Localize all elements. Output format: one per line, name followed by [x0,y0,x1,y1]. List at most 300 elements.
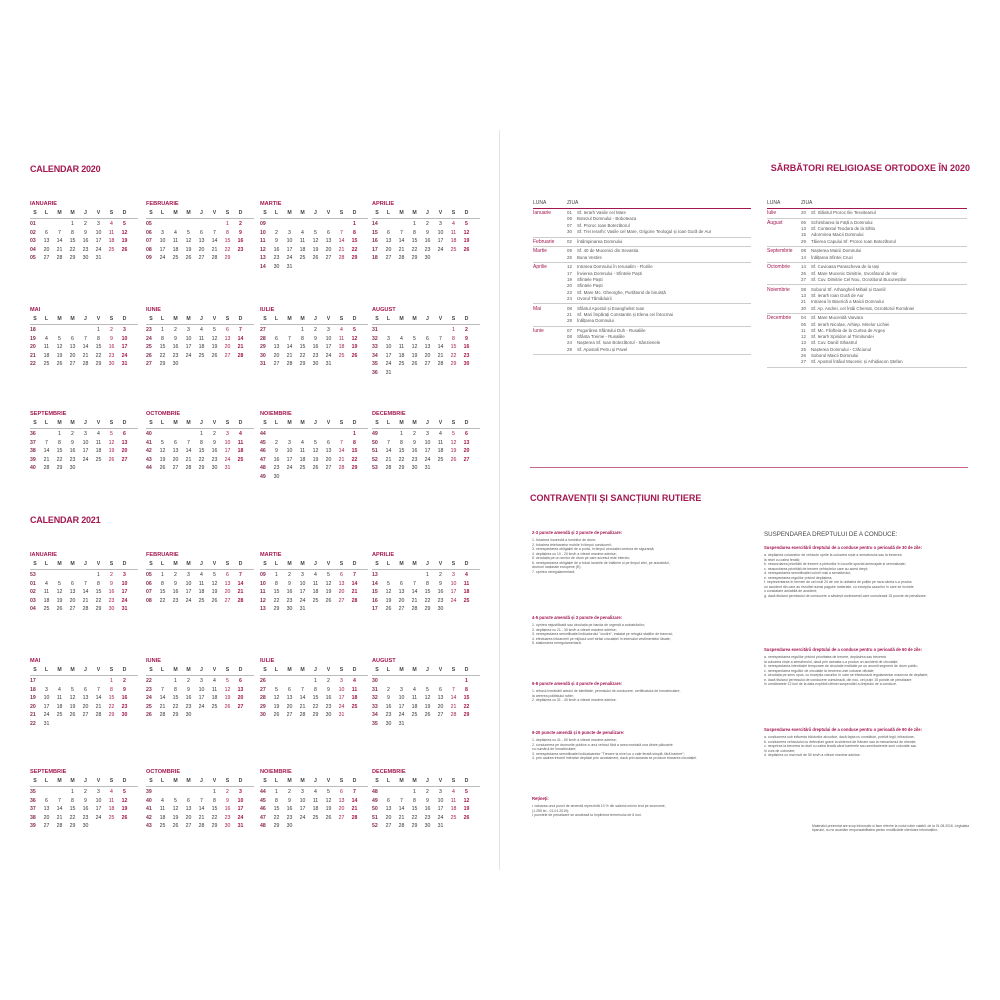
day-cell [309,220,322,229]
day-cell: 16 [411,448,418,455]
week-row [372,686,480,695]
day-cell: 12 [185,238,192,245]
day-cell: 17 [95,806,102,813]
weekday-label: M [399,778,404,784]
holiday-month: August [767,219,783,226]
holiday-day: 11 [801,327,806,333]
day-cell: 12 [385,589,392,596]
month-name: IULIE [260,307,275,313]
week-row [146,246,254,255]
weekday-label: V [326,420,331,426]
day-cell: 15 [108,695,115,702]
day-cell: 18 [95,448,102,455]
week-row [372,703,480,712]
day-cell: 23 [185,703,192,710]
holiday-day: 08 [567,305,572,311]
holiday-name: Nașterea Maicii Domnului [811,248,862,254]
day-cell: 20 [385,246,392,253]
day-cell: 17 [437,238,444,245]
week-number: 29 [260,344,266,351]
holiday-name: Înălțarea Domnului [577,318,614,324]
suspendare-item: d. circulația pe sens opus, cu excepția cazurilor în care se efectuează regulamentar manevra de depășire; [764,673,929,677]
day-cell: 16 [82,238,89,245]
day-cell: 4 [452,220,455,227]
contraventie-item: 2. conducerea pe drumurile publice a unui vehicul fără a avea montată una dintre plăcuțele [532,742,673,747]
holiday-day: 17 [567,270,572,276]
weekday-label: M [300,316,305,322]
day-cell: 1 [58,430,61,437]
day-cell: 28 [43,465,50,472]
weekday-header-row [372,777,480,787]
contraventie-item: 3. nerespectarea obligației de a purta, în timpul circulației centura de siguranță; [532,547,655,551]
day-cell: 1 [400,430,403,437]
week-number: 21 [30,712,36,719]
day-cell: 28 [351,597,358,604]
month-block [146,306,254,369]
day-cell: 23 [108,352,115,359]
day-cell: 1 [71,788,74,795]
day-cell: 18 [351,695,358,702]
day-cell: 30 [424,255,431,262]
day-cell: 10 [338,686,345,693]
week-number: 28 [260,335,266,342]
day-cell: 26 [108,456,115,463]
week-row [260,805,368,814]
holiday-events [801,210,967,216]
weekday-label: S [451,420,456,426]
weekday-label: M [300,667,305,673]
day-cell: 2 [288,788,291,795]
weekday-label: M [57,778,62,784]
month-name: OCTOMBRIE [146,411,181,417]
col-month-header: LUNA [767,200,781,206]
day-cell [156,220,169,229]
day-cell: 4 [45,580,48,587]
day-cell: 13 [325,448,332,455]
weekday-label: M [399,420,404,426]
weekday-label: M [57,667,62,673]
day-cell: 6 [174,439,177,446]
weekday-header-row [30,315,138,325]
month-name: MARTIE [260,552,282,558]
day-cell [322,430,335,439]
holiday-name: Sfintele Paști [577,276,603,282]
day-cell: 4 [439,430,442,437]
weekday-label: S [149,210,153,216]
day-cell: 30 [286,823,293,830]
weekday-label: M [57,316,62,322]
weekday-label: L [160,316,165,322]
day-cell: 3 [452,571,455,578]
weekday-label: S [451,561,456,567]
holiday-name: Sf. Ierarh Vasile cel Mare [577,210,626,216]
day-cell: 12 [463,797,470,804]
weekday-label: L [386,316,391,322]
holiday-event [801,255,967,261]
week-row [30,352,138,361]
day-cell: 6 [465,430,468,437]
week-row [30,430,138,439]
day-cell: 28 [450,712,457,719]
weekday-label: D [464,667,469,673]
day-cell: 17 [43,703,50,710]
week-number: 48 [260,465,266,472]
weekday-header-row [260,666,368,676]
day-cell: 28 [237,597,244,604]
day-cell: 17 [224,448,231,455]
day-cell: 27 [121,456,128,463]
day-cell: 25 [351,703,358,710]
day-cell: 17 [450,589,457,596]
day-cell: 16 [325,695,332,702]
day-cell: 5 [327,788,330,795]
day-cell: 29 [172,712,179,719]
day-cell: 11 [198,335,205,342]
holiday-name: Sfântul Apostol și Evanghelist Ioan [577,305,645,311]
day-cell: 27 [463,456,470,463]
day-cell: 3 [123,571,126,578]
day-cell: 3 [239,788,242,795]
week-number: 18 [30,686,36,693]
day-cell: 10 [398,695,405,702]
day-cell: 11 [211,686,218,693]
day-cell: 21 [43,456,50,463]
day-cell [66,326,79,335]
day-cell: 1 [110,677,113,684]
day-cell: 28 [437,361,444,368]
day-cell: 26 [159,465,166,472]
week-row [260,343,368,352]
holiday-day: 26 [801,353,806,358]
weekday-label: M [173,778,178,784]
day-cell [66,677,79,686]
holiday-month: Mai [533,305,542,312]
month-block [372,551,480,614]
contraventie-heading: 2-3 puncte amendă și 2 puncte de penalizare: [532,530,623,535]
day-cell [283,677,296,686]
week-row [372,788,480,797]
week-number: 26 [146,352,152,359]
holiday-events [567,248,751,261]
day-cell: 15 [424,589,431,596]
month-block [372,657,480,729]
day-cell: 26 [450,456,457,463]
week-row [30,343,138,352]
day-cell: 8 [58,439,61,446]
weekday-label: S [375,316,379,322]
day-cell: 4 [213,677,216,684]
day-cell: 7 [200,797,203,804]
day-cell [283,430,296,439]
day-cell: 11 [450,797,457,804]
day-cell: 25 [159,823,166,830]
week-number: 52 [372,456,378,463]
day-cell [169,788,182,797]
holiday-month-group [533,247,751,263]
day-cell: 18 [450,806,457,813]
day-cell: 1 [353,430,356,437]
day-cell: 30 [172,361,179,368]
weekday-label: S [375,420,379,426]
suspendare-item: în următoarele 12 luni de la data expirării ultimei suspendări a dreptului de a conduce. [764,682,897,686]
day-cell: 13 [273,344,280,351]
day-cell: 26 [325,814,332,821]
suspendare-item: c. neoprirea la trecerea la nivel cu calea ferată când barierele sau semibarierele sunt coborâte sau [764,744,917,748]
day-cell: 25 [43,361,50,368]
week-row [372,369,480,378]
day-cell [309,263,322,272]
day-cell: 14 [237,580,244,587]
day-cell [460,369,473,378]
day-cell [460,822,473,831]
month-name: MAI [30,658,41,664]
day-cell: 8 [353,439,356,446]
day-cell: 15 [211,806,218,813]
week-row [30,703,138,712]
day-cell: 6 [84,686,87,693]
week-row [260,246,368,255]
day-cell: 3 [426,430,429,437]
weekday-label: S [339,561,344,567]
day-cell: 26 [411,361,418,368]
day-cell: 6 [340,788,343,795]
day-cell: 15 [172,695,179,702]
day-cell: 3 [301,788,304,795]
day-cell [421,677,434,686]
page-fold [499,130,500,870]
weekday-label: S [149,667,153,673]
week-row [146,822,254,831]
day-cell: 27 [424,361,431,368]
weekday-header-row [372,419,480,429]
day-cell: 16 [224,806,231,813]
weekday-label: J [200,316,203,322]
day-cell: 12 [211,580,218,587]
week-number: 35 [30,788,36,795]
week-row [146,677,254,686]
day-cell: 11 [437,439,444,446]
day-cell: 1 [275,571,278,578]
day-cell: 30 [463,361,470,368]
week-number: 33 [372,703,378,710]
day-cell [40,571,53,580]
weekday-label: S [375,561,379,567]
week-row [372,580,480,589]
day-cell: 2 [439,571,442,578]
retineti-item: • valoarea unui punct de amendă reprezintă 10 % din salariul minim brut pe economie, [532,804,666,808]
weekday-label: V [438,210,443,216]
day-cell: 22 [108,703,115,710]
weekday-label: D [464,210,469,216]
day-cell: 7 [301,686,304,693]
day-cell: 15 [450,344,457,351]
day-cell: 14 [56,806,63,813]
day-cell: 13 [286,695,293,702]
day-cell: 26 [463,246,470,253]
month-block [30,657,138,729]
day-cell: 25 [172,255,179,262]
day-cell: 11 [159,806,166,813]
day-cell: 10 [159,238,166,245]
day-cell: 15 [56,448,63,455]
week-number: 30 [260,712,266,719]
day-cell: 4 [314,571,317,578]
day-cell: 20 [325,246,332,253]
day-cell: 19 [450,448,457,455]
holiday-day: 13 [801,340,806,346]
day-cell: 25 [95,456,102,463]
week-row [30,605,138,614]
day-cell: 11 [172,238,179,245]
day-cell: 25 [237,456,244,463]
day-cell: 25 [43,606,50,613]
week-row [146,797,254,806]
day-cell: 23 [325,703,332,710]
day-cell: 23 [82,814,89,821]
day-cell: 20 [69,352,76,359]
week-row [146,360,254,369]
holiday-month-group [767,314,967,368]
contraventie-heading: 4-5 puncte amendă și 3 puncte de penalizare: [532,615,623,620]
weekday-label: D [122,667,127,673]
day-cell: 7 [288,335,291,342]
day-cell: 23 [424,814,431,821]
suspendare-item: d. nerespectarea semnificației culorii roșii a semaforului; [764,571,851,575]
holiday-name: Înălțarea Sfintei Cruci [811,254,853,260]
day-cell: 16 [172,344,179,351]
day-cell: 30 [82,255,89,262]
day-cell: 6 [71,335,74,342]
holiday-name: Învierea Domnului - Sfintele Paști [577,270,642,276]
day-cell: 29 [95,606,102,613]
day-cell: 7 [187,439,190,446]
day-cell: 18 [211,695,218,702]
day-cell: 8 [413,797,416,804]
day-cell: 17 [299,806,306,813]
week-number: 11 [260,238,266,245]
day-cell: 22 [56,456,63,463]
day-cell [156,788,169,797]
week-number: 49 [372,797,378,804]
weekday-label: D [464,778,469,784]
day-cell: 28 [411,606,418,613]
day-cell: 19 [159,456,166,463]
month-block [146,657,254,720]
day-cell: 23 [286,814,293,821]
day-cell: 12 [273,695,280,702]
day-cell [234,711,247,720]
day-cell: 9 [226,797,229,804]
day-cell: 28 [398,255,405,262]
holiday-day: 21 [801,299,806,305]
month-block [146,551,254,605]
day-cell [156,430,169,439]
day-cell [182,220,195,229]
day-cell: 16 [437,589,444,596]
day-cell: 24 [450,597,457,604]
weekday-label: J [426,210,429,216]
day-cell: 15 [273,806,280,813]
day-cell [270,430,283,439]
suspendare-item: b. nerespectarea interdicției temporare de circulație instituite pe un anumit segment de drum public; [764,664,918,668]
day-cell: 27 [82,712,89,719]
day-cell [53,326,66,335]
day-cell: 21 [82,352,89,359]
suspendare-item: b. conducerea vehiculului cu defecțiuni grave la sistemul de frânare sau la mecanismul de direcție; [764,739,917,744]
day-cell: 29 [273,606,280,613]
day-cell: 10 [237,797,244,804]
month-name: SEPTEMBRIE [30,769,67,775]
holiday-name: Intrarea Domnului în Ierusalim - Floriile [577,264,653,270]
day-cell [118,464,131,473]
week-row [260,788,368,797]
day-cell [335,220,348,229]
day-cell: 2 [327,677,330,684]
day-cell: 16 [273,456,280,463]
day-cell: 29 [398,465,405,472]
day-cell: 31 [338,712,345,719]
week-number: 32 [372,335,378,342]
day-cell: 28 [211,255,218,262]
day-cell: 26 [385,606,392,613]
day-cell [335,473,348,482]
day-cell [408,677,421,686]
month-name: NOIEMBRIE [260,411,292,417]
weekday-label: J [84,420,87,426]
day-cell: 2 [288,571,291,578]
day-cell: 9 [426,797,429,804]
day-cell [40,430,53,439]
contraventie-item: 1. depășirea cu 41 - 50 km/h a vitezei maxime admise; [532,738,617,742]
weekday-label: V [212,561,217,567]
week-row [372,229,480,238]
week-row [372,237,480,246]
weekday-label: S [109,420,114,426]
day-cell: 3 [123,326,126,333]
day-cell: 6 [426,335,429,342]
day-cell [53,720,66,729]
day-cell: 23 [211,456,218,463]
weekday-label: J [200,667,203,673]
day-cell [421,720,434,729]
week-number: 16 [372,238,378,245]
week-row [372,694,480,703]
week-number: 09 [146,255,152,262]
day-cell [408,326,421,335]
day-cell: 28 [82,606,89,613]
day-cell: 17 [385,352,392,359]
day-cell: 16 [185,695,192,702]
day-cell: 22 [273,597,280,604]
day-cell: 6 [387,229,390,236]
contraventie-item: 7. oprirea neregulamentară. [532,569,576,574]
day-cell: 26 [172,823,179,830]
day-cell: 26 [56,361,63,368]
weekday-label: V [96,210,101,216]
day-cell: 25 [56,712,63,719]
weekday-label: S [33,210,37,216]
day-cell: 18 [172,246,179,253]
week-number: 49 [260,473,266,480]
holiday-day: 30 [567,229,572,235]
day-cell: 30 [411,465,418,472]
week-row [146,788,254,797]
day-cell: 9 [288,580,291,587]
day-cell [53,677,66,686]
day-cell [296,220,309,229]
day-cell: 27 [43,255,50,262]
day-cell: 18 [198,344,205,351]
